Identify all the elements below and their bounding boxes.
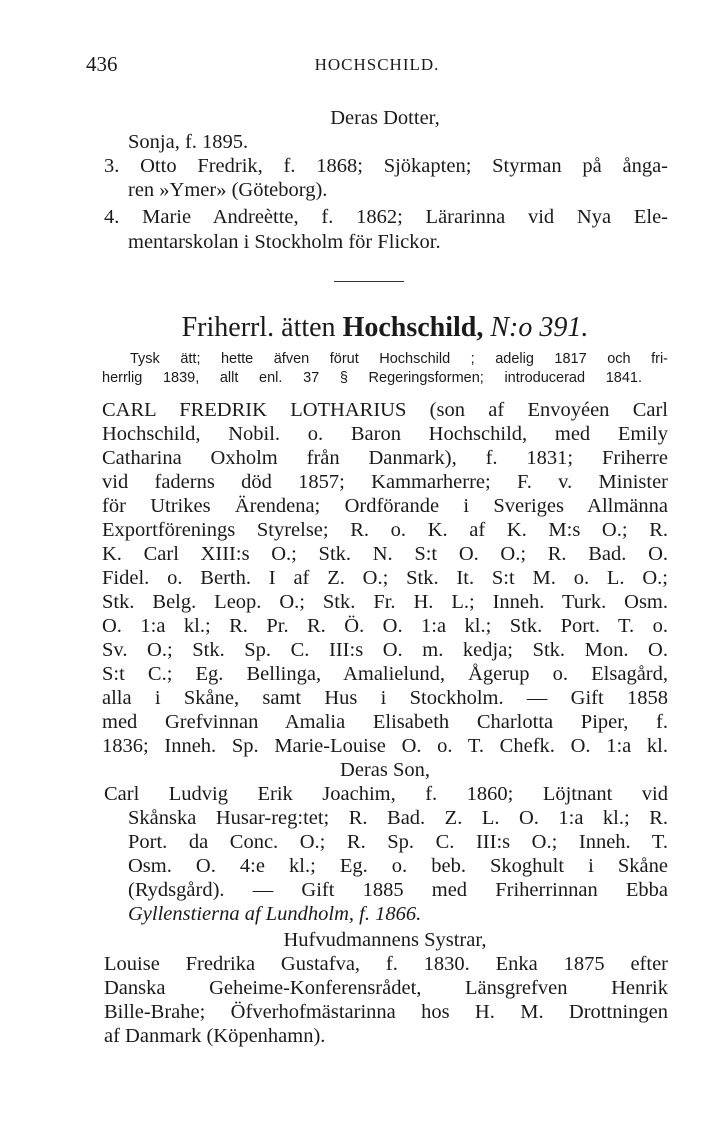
line-ymer: ren »Ymer» (Göteborg). bbox=[128, 179, 328, 201]
body-line: med Grefvinnan Amalia Elisabeth Charlotta Piper, f. bbox=[102, 711, 668, 733]
title-number: N:o 391. bbox=[490, 312, 589, 343]
body-line: alla i Skåne, samt Hus i Stockholm. — Gift 1858 bbox=[102, 687, 668, 709]
page-header bbox=[86, 52, 668, 82]
son-line: Gyllenstierna af Lundholm, f. 1866. bbox=[128, 903, 422, 925]
body-line: K. Carl XIII:s O.; Stk. N. S:t O. O.; R. Bad. O. bbox=[102, 543, 668, 565]
son-line: Skånska Husar-reg:tet; R. Bad. Z. L. O. 1:a kl.; R. bbox=[128, 807, 668, 829]
son-line: Port. da Conc. O.; R. Sp. C. III:s O.; Inneh. T. bbox=[128, 831, 668, 853]
son-line: Carl Ludvig Erik Joachim, f. 1860; Löjtnant vid bbox=[104, 783, 668, 805]
line-mentarskolan: mentarskolan i Stockholm för Flickor. bbox=[128, 231, 441, 253]
body-line: Fidel. o. Berth. I af Z. O.; Stk. It. S:t M. o. L. O.; bbox=[102, 567, 668, 589]
daughters-heading: Deras Dotter, bbox=[330, 107, 440, 129]
section-note-1: Tysk ätt; hette äfven förut Hochschild ; adelig 1817 och fri- bbox=[130, 351, 668, 367]
sister-line: af Danmark (Köpenhamn). bbox=[104, 1025, 326, 1047]
section-note-2: herrlig 1839, allt enl. 37 § Regeringsformen; introducerad 1841. bbox=[102, 370, 642, 386]
body-line: O. 1:a kl.; R. Pr. R. Ö. O. 1:a kl.; Stk. Port. T. o. bbox=[102, 615, 668, 637]
line-sonja: Sonja, f. 1895. bbox=[128, 131, 249, 153]
son-line: (Rydsgård). — Gift 1885 med Friherrinnan Ebba bbox=[128, 879, 668, 901]
body-line: Stk. Belg. Leop. O.; Stk. Fr. H. L.; Inneh. Turk. Osm. bbox=[102, 591, 668, 613]
title-family-name: Hochschild, bbox=[342, 312, 484, 343]
section-title bbox=[102, 312, 668, 344]
body-line: S:t C.; Eg. Bellinga, Amalielund, Ågerup o. Elsagård, bbox=[102, 663, 668, 685]
running-title: HOCHSCHILD. bbox=[314, 55, 440, 74]
section-divider bbox=[334, 281, 404, 282]
body-line: Sv. O.; Stk. Sp. C. III:s O. m. kedja; Stk. Mon. O. bbox=[102, 639, 668, 661]
body-line: vid faderns död 1857; Kammarherre; F. v. Minister bbox=[102, 471, 668, 493]
line-otto: 3. Otto Fredrik, f. 1868; Sjökapten; Styrman på ånga- bbox=[104, 155, 668, 177]
body-line: Exportförenings Styrelse; R. o. K. af K. M:s O.; R. bbox=[102, 519, 668, 541]
sister-line: Louise Fredrika Gustafva, f. 1830. Enka 1875 efter bbox=[104, 953, 668, 975]
body-line: Catharina Oxholm från Danmark), f. 1831; Friherre bbox=[102, 447, 668, 469]
body-line: för Utrikes Ärendena; Ordförande i Sveriges Allmänna bbox=[102, 495, 668, 517]
sisters-heading: Hufvudmannens Systrar, bbox=[283, 929, 487, 951]
sister-line: Bille-Brahe; Öfverhofmästarinna hos H. M. Drottningen bbox=[104, 1001, 668, 1023]
body-line: Hochschild, Nobil. o. Baron Hochschild, med Emily bbox=[102, 423, 668, 445]
sister-line: Danska Geheime-Konferensrådet, Länsgrefven Henrik bbox=[104, 977, 668, 999]
son-line: Osm. O. 4:e kl.; Eg. o. beb. Skoghult i Skåne bbox=[128, 855, 668, 877]
title-prefix: Friherrl. ätten bbox=[181, 312, 336, 343]
body-line: 1836; Inneh. Sp. Marie-Louise O. o. T. Chefk. O. 1:a kl. bbox=[102, 735, 668, 757]
body-line: CARL FREDRIK LOTHARIUS (son af Envoyéen Carl bbox=[102, 399, 668, 421]
page-number: 436 bbox=[86, 52, 118, 76]
line-marie: 4. Marie Andreètte, f. 1862; Lärarinna vid Nya Ele- bbox=[104, 206, 668, 228]
son-heading: Deras Son, bbox=[340, 759, 430, 781]
